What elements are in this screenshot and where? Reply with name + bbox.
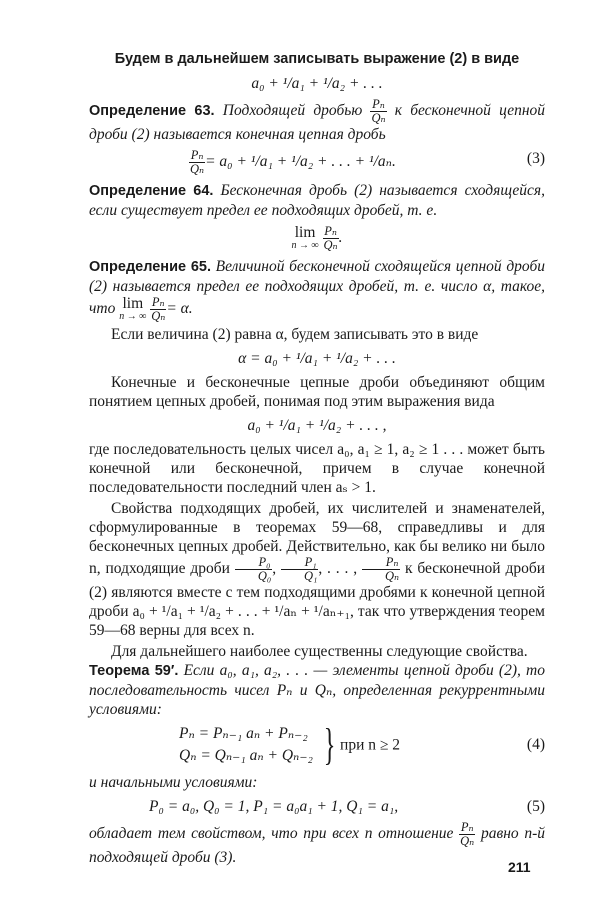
- frac-numerator: P₀: [235, 556, 272, 570]
- paragraph-properties: [89, 499, 545, 640]
- conclusion-fraction: [459, 821, 475, 848]
- def63-label: Определение 63.: [89, 103, 215, 120]
- formula-limit-64: [89, 225, 545, 252]
- theorem-59prime: [89, 661, 545, 719]
- conclusion-text-2: равно n-й подходящей дроби (3).: [89, 825, 546, 866]
- lim-subscript: n → ∞: [291, 239, 319, 251]
- equation-number-5: (5): [526, 798, 545, 815]
- formula-common: a₀ + ¹/a₁ + ¹/a₂ + . . . ,: [247, 417, 387, 434]
- formula-series: a₀ + ¹/a₁ + ¹/a₂ + . . .: [251, 75, 383, 92]
- formula-alpha: α = a₀ + ¹/a₁ + ¹/a₂ + . . .: [238, 350, 396, 367]
- frac-denominator: Qₙ: [385, 569, 400, 583]
- frac-numerator: Pₙ: [151, 295, 165, 309]
- paragraph-where: где последовательность целых чисел a₀, a₁ ≥ 1, a₂ ≥ 1 . . . может быть конечной или бесконечной, причем в случае конечной последовательности последний член aₛ > 1.: [89, 441, 545, 496]
- frac-denominator: Qₙ: [151, 309, 166, 323]
- frac-denominator: Qₙ: [190, 162, 205, 176]
- limit-fraction: [150, 296, 166, 323]
- text-column: [89, 50, 545, 867]
- def65-text: Величиной бесконечной сходящейся цепной дроби (2) называется предел ее подходящих дробей, т. е. число α, такое, что: [89, 258, 545, 318]
- limit-fraction: [323, 225, 339, 252]
- def64-text: Бесконечная дробь (2) называется сходящейся, если существует предел ее подходящих дробей, т. е.: [89, 182, 546, 219]
- frac-numerator: Pₙ: [190, 148, 204, 162]
- equation-number-3: (3): [526, 150, 545, 167]
- frac-denominator: Qₙ: [460, 834, 475, 848]
- lim-word: lim: [122, 294, 144, 312]
- recurrence-system: [179, 723, 313, 767]
- def63-text-1: Подходящей дробью: [222, 102, 363, 120]
- recurrence-condition: при n ≥ 2: [340, 736, 401, 754]
- theorem-text: Если a₀, a₁, a₂, . . . — элементы цепной дроби (2), то последовательность чисел Pₙ и Qₙ, определенная рекуррентными условиями:: [89, 662, 545, 718]
- def63-text-2: к бесконечной цепной дроби (2) называется конечная цепная дробь: [89, 102, 546, 143]
- frac-denominator: Qₙ: [371, 111, 386, 125]
- equation-4: [89, 720, 545, 769]
- theorem-label: Теорема 59′.: [89, 663, 179, 679]
- lim-subscript: n → ∞: [119, 310, 147, 322]
- lim-word: lim: [294, 223, 316, 241]
- def65-label: Определение 65.: [89, 259, 212, 275]
- initial-conditions-text: и начальными условиями:: [89, 774, 258, 791]
- separator: ,: [272, 560, 277, 578]
- paragraph-alpha: Если величина (2) равна α, будем записывать это в виде: [111, 326, 479, 343]
- paragraph-next: Для дальнейшего наиболее существенны следующие свойства.: [111, 643, 528, 660]
- paragraph-common: Конечные и бесконечные цепные дроби объединяют общим понятием цепных дробей, понимая под этим выражения вида: [89, 374, 545, 410]
- conclusion-text-1: обладает тем свойством, что при всех n отношение: [89, 825, 454, 843]
- limit-tail: = α.: [166, 300, 193, 318]
- definition-65: [89, 257, 545, 323]
- theorem-conclusion: [89, 821, 545, 867]
- page-number: 211: [508, 859, 531, 875]
- right-brace: }: [323, 720, 336, 769]
- def64-label: Определение 64.: [89, 183, 214, 199]
- props-text-2: к бесконечной дроби (2) являются вместе с тем подходящими дробями к конечной цепной дроби a₀ + ¹/a₁ + ¹/a₂ + . . . + ¹/aₙ + ¹/aₙ₊₁, так что утверждения теорем 59—68 верны для всех n.: [89, 560, 546, 639]
- recurrence-p: Pₙ = Pₙ₋₁ aₙ + Pₙ₋₂: [179, 725, 308, 742]
- definition-64: [89, 181, 545, 220]
- fraction-p1-q1: [281, 556, 318, 583]
- limit-operator: [291, 223, 319, 252]
- frac-denominator: Q₀: [257, 569, 272, 583]
- limit-operator: [119, 294, 147, 323]
- equation-5: [89, 797, 545, 816]
- frac-numerator: Pₙ: [372, 97, 385, 111]
- frac-denominator: Q₁: [303, 569, 318, 583]
- eq3-rhs: = a₀ + ¹/a₁ + ¹/a₂ + . . . + ¹/aₙ.: [205, 153, 396, 171]
- initial-conditions: P₀ = a₀, Q₀ = 1, P₁ = a₀a₁ + 1, Q₁ = a₁,: [149, 798, 399, 815]
- def63-fraction: [370, 98, 386, 125]
- frac-numerator: Pₙ: [362, 556, 400, 570]
- fraction-p0-q0: [235, 556, 272, 583]
- frac-numerator: Pₙ: [460, 820, 474, 834]
- frac-numerator: P₁: [281, 556, 318, 570]
- fraction-pn-qn: [362, 556, 400, 583]
- props-text-1: Свойства подходящих дробей, их числителей и знаменателей, сформулированные в теоремах 59—68, справедливы и для бесконечных цепных дробей. Действительно, как бы велико ни было n, подходящие дроби: [89, 500, 545, 578]
- equation-number-4: (4): [526, 736, 545, 753]
- definition-63: [89, 98, 545, 144]
- frac-denominator: Qₙ: [323, 238, 338, 252]
- separator: , . . . ,: [318, 560, 358, 578]
- limit-tail: .: [338, 229, 343, 247]
- eq3-lhs-fraction: [189, 149, 205, 176]
- recurrence-q: Qₙ = Qₙ₋₁ aₙ + Qₙ₋₂: [179, 747, 313, 764]
- equation-3: [89, 149, 545, 176]
- frac-numerator: Pₙ: [324, 224, 337, 238]
- intro-text: Будем в дальнейшем записывать выражение (2) в виде: [114, 51, 520, 67]
